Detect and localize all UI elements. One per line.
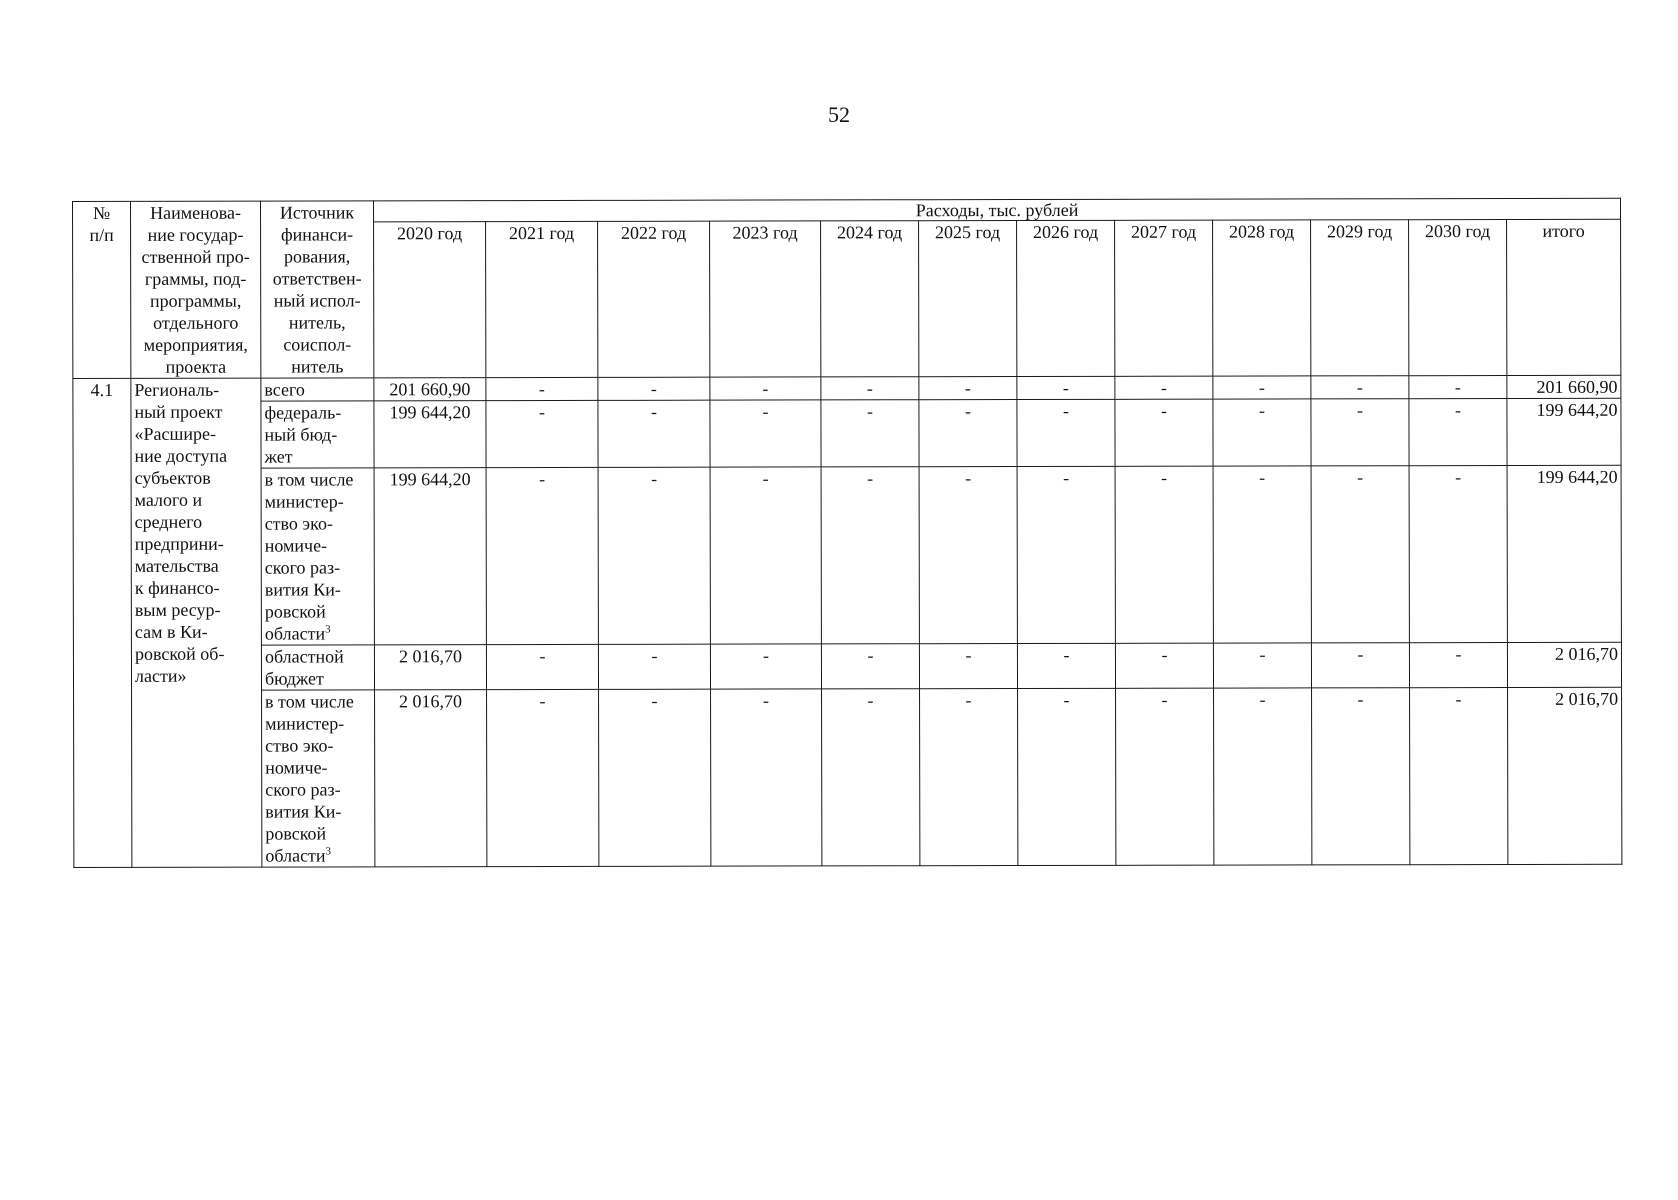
value-cell: - xyxy=(1115,399,1213,466)
header-total: итого xyxy=(1507,219,1621,375)
header-year: 2026 год xyxy=(1017,220,1115,376)
header-expenses-title: Расходы, тыс. рублей xyxy=(374,198,1621,222)
value-cell: 199 644,20 xyxy=(374,468,486,645)
header-year: 2024 год xyxy=(821,221,919,377)
value-cell: - xyxy=(486,400,598,467)
footnote-mark: 3 xyxy=(325,623,331,636)
value-cell: - xyxy=(1409,398,1507,465)
value-cell: - xyxy=(821,400,919,467)
header-year: 2027 год xyxy=(1115,220,1213,376)
value-cell: - xyxy=(599,689,711,866)
value-cell: - xyxy=(1213,466,1311,643)
value-cell: - xyxy=(486,467,598,644)
header-program-name: Наименова- ние государ- ственной про- граммы, под- программы, отдельного мероприятия, проекта xyxy=(131,201,261,378)
table-row xyxy=(73,375,1621,401)
header-year: 2028 год xyxy=(1213,220,1311,376)
value-cell: - xyxy=(1017,376,1115,399)
value-cell: - xyxy=(711,689,822,866)
table-row xyxy=(73,642,1621,690)
value-cell: - xyxy=(1311,466,1409,643)
row-source: федераль- ный бюд- жет xyxy=(261,401,374,468)
table-row xyxy=(73,465,1621,645)
value-cell: - xyxy=(822,689,920,866)
value-cell: - xyxy=(1409,642,1507,687)
value-cell: - xyxy=(1311,399,1409,466)
table-row xyxy=(73,398,1621,468)
value-cell: - xyxy=(1115,466,1213,643)
total-cell: 199 644,20 xyxy=(1507,398,1621,465)
value-cell: - xyxy=(1213,399,1311,466)
value-cell: - xyxy=(710,377,821,400)
value-cell: - xyxy=(1409,375,1507,398)
header-year: 2029 год xyxy=(1311,220,1409,376)
value-cell: - xyxy=(1213,376,1311,399)
value-cell: - xyxy=(919,400,1017,467)
value-cell: - xyxy=(1311,643,1409,688)
total-cell: 2 016,70 xyxy=(1508,687,1622,864)
total-cell: 201 660,90 xyxy=(1507,375,1621,398)
value-cell: 199 644,20 xyxy=(374,401,486,468)
value-cell: - xyxy=(919,644,1017,689)
value-cell: - xyxy=(598,467,710,644)
value-cell: - xyxy=(1116,688,1214,865)
expenses-table xyxy=(72,198,1622,868)
row-source-cell xyxy=(261,468,374,645)
item-number: 4.1 xyxy=(73,378,132,867)
value-cell: - xyxy=(486,377,598,400)
value-cell: - xyxy=(1115,376,1213,399)
row-source: в том числе министер- ство эко- номиче- ского раз- вития Ки- ровской области xyxy=(265,691,354,866)
value-cell: 201 660,90 xyxy=(374,378,486,401)
footnote-mark: 3 xyxy=(325,845,332,858)
value-cell: - xyxy=(598,644,710,689)
total-cell: 2 016,70 xyxy=(1507,642,1621,687)
value-cell: - xyxy=(920,689,1018,866)
header-year: 2022 год xyxy=(598,221,710,377)
value-cell: - xyxy=(487,689,599,866)
header-year: 2021 год xyxy=(486,221,598,377)
value-cell: - xyxy=(1410,687,1508,864)
value-cell: - xyxy=(1017,643,1115,688)
header-year: 2020 год xyxy=(374,222,486,378)
value-cell: - xyxy=(486,644,598,689)
value-cell: - xyxy=(1017,466,1115,643)
value-cell: - xyxy=(710,644,821,689)
item-name: Региональ- ный проект «Расшире- ние доступа субъектов малого и среднего предприни- мательства к финансо- вым ресур- сам в Ки- ровской об- ласти» xyxy=(131,378,262,867)
value-cell: - xyxy=(598,400,710,467)
value-cell: - xyxy=(1214,688,1312,865)
header-year: 2030 год xyxy=(1409,219,1507,375)
header-year: 2025 год xyxy=(919,221,1017,377)
value-cell: - xyxy=(1018,688,1116,865)
value-cell: - xyxy=(1213,643,1311,688)
value-cell: - xyxy=(821,467,919,644)
value-cell: - xyxy=(1115,643,1213,688)
value-cell: - xyxy=(1312,688,1410,865)
row-source: областной бюджет xyxy=(261,645,374,690)
header-number: № п/п xyxy=(73,201,131,378)
table-row xyxy=(74,687,1622,867)
value-cell: - xyxy=(710,467,821,644)
value-cell: - xyxy=(598,377,710,400)
row-source-cell xyxy=(262,690,375,867)
value-cell: - xyxy=(919,377,1017,400)
value-cell: - xyxy=(710,400,821,467)
header-funding-source: Источник финанси- рования, ответствен- ный испол- нитель, соиспол- нитель xyxy=(261,201,374,378)
total-cell: 199 644,20 xyxy=(1507,465,1621,642)
row-source: в том числе министер- ство эко- номиче- ского раз- вития Ки- ровской области xyxy=(264,469,354,644)
value-cell: - xyxy=(1311,376,1409,399)
value-cell: 2 016,70 xyxy=(375,690,487,867)
value-cell: - xyxy=(919,467,1017,644)
value-cell: - xyxy=(1017,399,1115,466)
page-number: 52 xyxy=(828,102,850,127)
value-cell: - xyxy=(821,644,919,689)
value-cell: - xyxy=(1409,465,1507,642)
header-year: 2023 год xyxy=(710,221,821,377)
value-cell: 2 016,70 xyxy=(374,645,486,690)
expenses-table-wrapper xyxy=(72,198,1621,868)
row-source: всего xyxy=(261,378,374,401)
value-cell: - xyxy=(821,377,919,400)
